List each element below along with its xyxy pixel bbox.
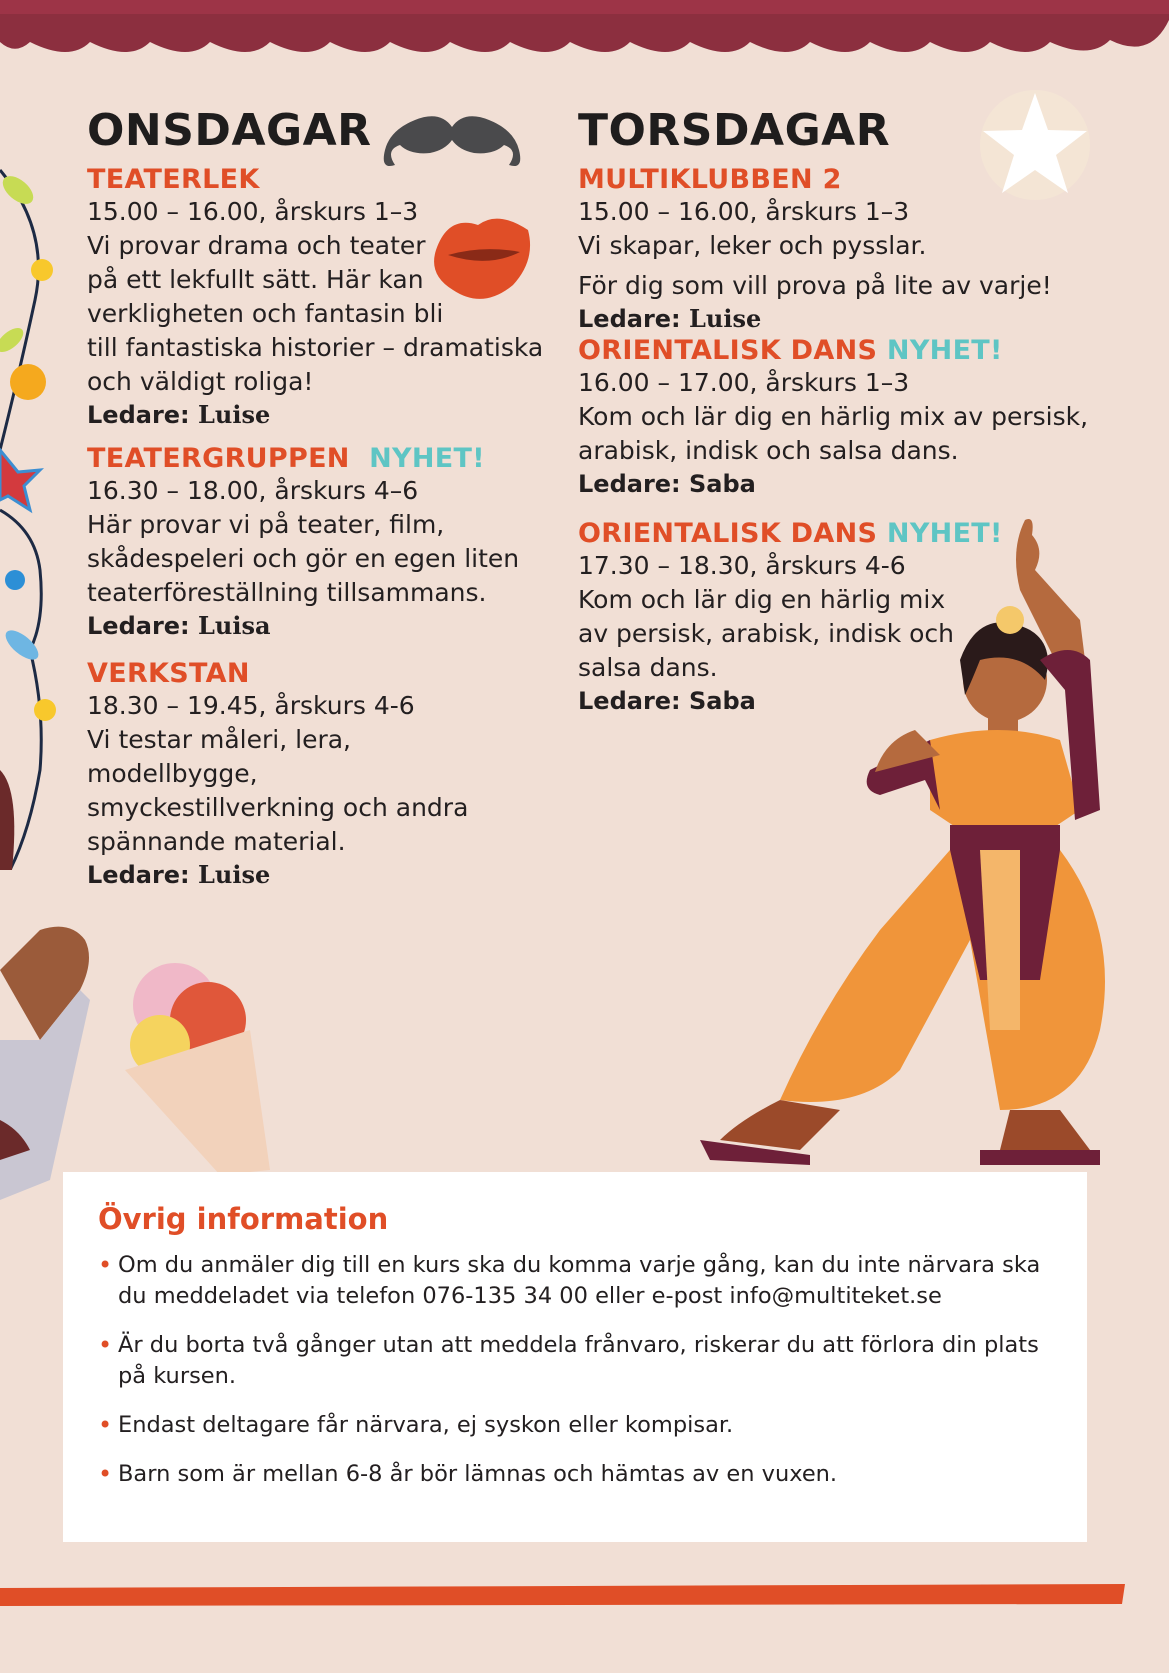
info-list — [98, 1250, 1058, 1508]
new-badge: NYHET! — [369, 443, 485, 474]
course-desc-line: till fantastiska historier – dramatiska — [87, 333, 544, 362]
course-desc-line: teaterföreställning tillsammans. — [87, 578, 487, 607]
course-multiklubben — [578, 164, 1098, 335]
course-desc-line: smyckestillverkning och andra — [87, 793, 469, 822]
course-time: 16.00 – 17.00, årskurs 1–3 — [578, 368, 910, 397]
leader-name: Luise — [198, 400, 271, 429]
course-title — [578, 518, 1098, 549]
course-desc-line: arabisk, indisk och salsa dans. — [578, 436, 959, 465]
paintbrush-decoration — [0, 920, 100, 1200]
leader-name: Luise — [689, 304, 762, 333]
info-title: Övrig information — [98, 1202, 389, 1236]
ice-cream-decoration — [120, 960, 280, 1180]
course-leader — [578, 303, 1098, 335]
course-desc-line: skådespeleri och gör en egen liten — [87, 544, 520, 573]
course-desc-line: Kom och lär dig en härlig mix av persisk, — [578, 402, 1089, 431]
course-leader: Ledare: Saba — [578, 687, 756, 715]
course-desc-line: på ett lekfullt sätt. Här kan — [87, 265, 424, 294]
info-item: • Barn som är mellan 6-8 år bör lämnas och hämtas av en vuxen. — [98, 1459, 1058, 1490]
leader-label: Ledare: — [87, 612, 190, 640]
course-time: 18.30 – 19.45, årskurs 4-6 — [87, 691, 415, 720]
leader-label: Ledare: — [87, 861, 190, 889]
course-desc-line: Vi provar drama och teater — [87, 231, 426, 260]
course-leader — [87, 399, 527, 431]
course-title — [578, 335, 1098, 366]
course-verkstan — [87, 658, 527, 891]
new-badge: NYHET! — [886, 335, 1003, 366]
course-title: VERKSTAN — [87, 658, 250, 689]
course-leader: Ledare: Saba — [578, 470, 756, 498]
course-teaterlek — [87, 164, 544, 431]
info-box — [63, 1172, 1087, 1542]
course-desc-line: Vi skapar, leker och pysslar. — [578, 231, 927, 260]
new-badge: NYHET! — [886, 518, 1003, 549]
course-desc-line: salsa dans. — [578, 653, 718, 682]
course-name: ORIENTALISK DANS — [578, 518, 878, 549]
left-column — [87, 105, 544, 891]
leader-label: Ledare: — [87, 401, 190, 429]
course-title — [87, 443, 527, 474]
course-desc-line: av persisk, arabisk, indisk och — [578, 619, 955, 648]
info-item: • Är du borta två gånger utan att meddela frånvaro, riskerar du att förlora din plats på kursen. — [98, 1330, 1058, 1392]
course-orientalisk-dans-2 — [578, 518, 1098, 717]
leader-label: Ledare: — [578, 305, 681, 333]
course-time: 17.30 – 18.30, årskurs 4-6 — [578, 551, 906, 580]
course-title: MULTIKLUBBEN 2 — [578, 164, 842, 195]
course-leader — [87, 610, 527, 642]
curtain-decoration — [0, 0, 1169, 70]
course-desc-line: spännande material. — [87, 827, 346, 856]
course-desc-line: Vi testar måleri, lera, modellbygge, — [87, 725, 351, 788]
day-heading-wednesday: ONSDAGAR — [87, 105, 372, 156]
course-desc-line: verkligheten och fantasin bli — [87, 299, 444, 328]
course-desc-line: Kom och lär dig en härlig mix — [578, 585, 946, 614]
course-extra-line: För dig som vill prova på lite av varje! — [578, 271, 1052, 300]
info-item: • Om du anmäler dig till en kurs ska du komma varje gång, kan du inte närvara ska du meddeladet via telefon 076-135 34 00 eller e-post info@multiteket.se — [98, 1250, 1058, 1312]
course-time: 15.00 – 16.00, årskurs 1–3 — [87, 197, 419, 226]
right-column — [578, 105, 1098, 717]
leader-name: Luisa — [198, 611, 271, 640]
course-name: ORIENTALISK DANS — [578, 335, 878, 366]
course-desc-line: Här provar vi på teater, film, — [87, 510, 445, 539]
course-orientalisk-dans-1 — [578, 335, 1098, 500]
course-desc-line: och väldigt roliga! — [87, 367, 314, 396]
bottom-stripe — [0, 1582, 1169, 1612]
course-time: 15.00 – 16.00, årskurs 1–3 — [578, 197, 910, 226]
course-name: TEATERGRUPPEN — [87, 443, 350, 474]
garland-decoration — [0, 150, 70, 870]
course-leader — [87, 859, 527, 891]
course-teatergruppen — [87, 443, 527, 642]
course-time: 16.30 – 18.00, årskurs 4–6 — [87, 476, 419, 505]
day-heading-thursday: TORSDAGAR — [578, 105, 891, 156]
info-item: • Endast deltagare får närvara, ej syskon eller kompisar. — [98, 1410, 1058, 1441]
course-title: TEATERLEK — [87, 164, 260, 195]
leader-name: Luise — [198, 860, 271, 889]
